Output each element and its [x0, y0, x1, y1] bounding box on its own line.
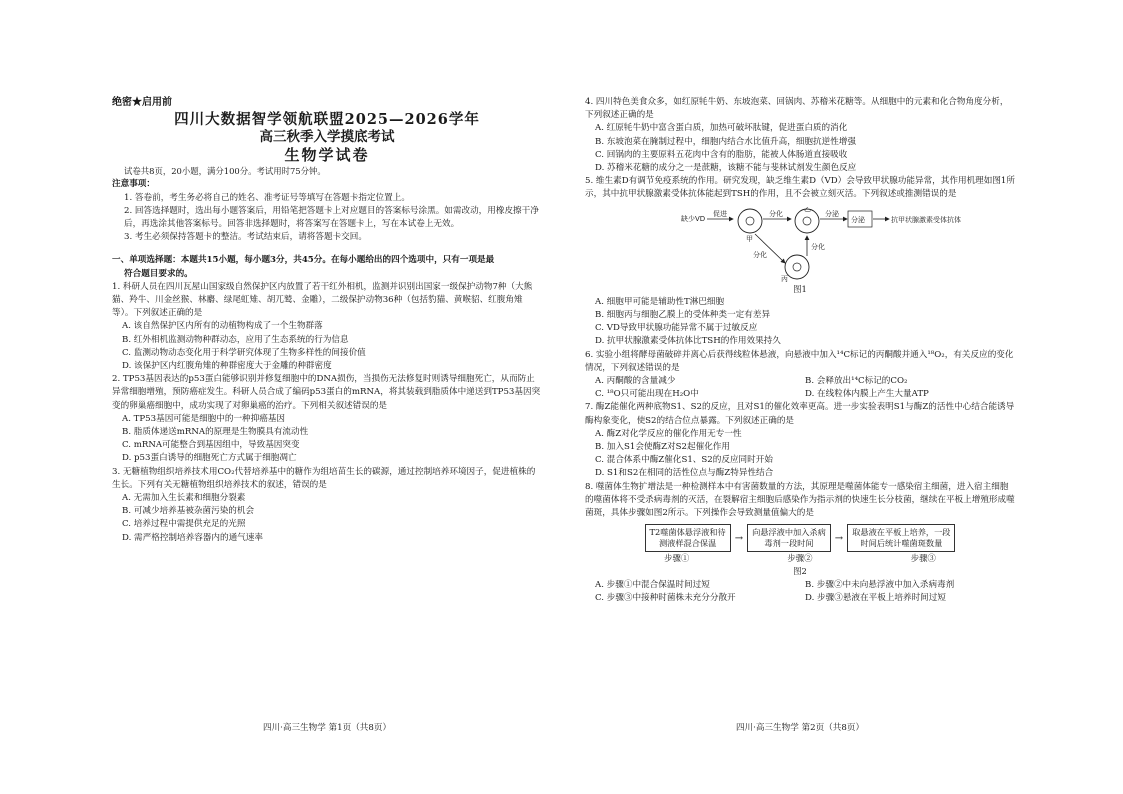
- option-a: A. 红原牦牛奶中富含蛋白质，加热可破坏肽键，促进蛋白质的消化: [595, 123, 848, 134]
- figure-2: [585, 524, 1015, 552]
- cell-yi-label: 乙: [804, 206, 811, 213]
- option-b: B. 东坡泡菜在腌制过程中，细胞内结合水比值升高，细胞抗逆性增强: [595, 136, 856, 147]
- option-c: C. 培养过程中需提供充足的光照: [122, 519, 246, 530]
- cell-yi-nucleus: [803, 217, 811, 225]
- question-stem: 5. 维生素D有调节免疫系统的作用。研究发现，缺乏维生素D（VD）会导致甲状腺功能异常，其作用机理如图1所示，其中抗甲状腺激素受体抗体能起到TSH的作用，且不会被立刻灭活。下列叙述或推测错误的是: [585, 176, 1015, 200]
- options-row: [585, 592, 1015, 605]
- step-label-3: 步骤③: [910, 553, 936, 564]
- exam-title-line1: 四川大数据智学领航联盟2025—2026学年: [174, 111, 480, 129]
- note-item: 3. 考生必须保持答题卡的整洁。考试结束后，请将答题卡交回。: [124, 232, 367, 243]
- question-stem: 2. TP53基因表达的p53蛋白能够识别并修复细胞中的DNA损伤，当损伤无法修复时则诱导细胞死亡，从而防止异常细胞增殖，预防癌症发生。科研人员合成了编码p53蛋白的mRNA，将其装载到脂质体中递送到TP53基因突变的卵巢癌细胞中，成功实现了对卵巢癌的治疗。下列相关叙述错误的是: [112, 374, 541, 411]
- act-label-2: 分化: [769, 209, 783, 218]
- figure-1: [585, 207, 1015, 283]
- option-c: C. VD导致甲状腺功能异常不属于过敏反应: [595, 323, 758, 334]
- question-stem: 1. 科研人员在四川瓦屋山国家级自然保护区内放置了若干红外相机，监测并识别出国家一级保护动物7种（大熊猫、羚牛、川金丝猴、林麝、绿尾虹雉、胡兀鹫、金雕），二级保护动物36种（包括豹猫、黄喉貂、红腹角雉等）。下列叙述正确的是: [112, 281, 533, 319]
- option-d: D. 该保护区内红腹角雉的种群密度大于金雕的种群密度: [122, 361, 332, 372]
- cell-jia-label: 甲: [746, 234, 753, 243]
- flow-arrow-icon: →: [834, 532, 844, 544]
- page-2-column: [585, 96, 1015, 605]
- option-b: B. 细胞丙与细胞乙膜上的受体种类一定有差异: [595, 310, 771, 321]
- flow-box-text: 时间后统计噬菌斑数量: [860, 538, 943, 549]
- antibody-label: 抗甲状腺激素受体抗体: [891, 215, 961, 224]
- option-a: A. 酶Z对化学反应的催化作用无专一性: [595, 428, 742, 439]
- exam-subject-title: 生物学试卷: [284, 146, 370, 165]
- flow-step-labels: [585, 552, 1015, 565]
- cell-bing-nucleus: [793, 263, 801, 271]
- option-c: C. mRNA可能整合到基因组中，导致基因突变: [122, 440, 300, 451]
- option-a: A. 细胞甲可能是辅助性T淋巴细胞: [595, 296, 725, 307]
- question-stem: 8. 噬菌体生物扩增法是一种检测样本中有害菌数量的方法，其原理是噬菌体能专一感染宿主细菌，进入宿主细胞的噬菌体将不受杀病毒剂的灭活，在裂解宿主细胞后感染作为指示剂的快速生长分枝菌，继续在平板上增殖形成噬菌斑，具体步骤如图2所示。下列操作会导致测量值偏大的是: [585, 481, 1015, 519]
- note-item: 2. 回答选择题时，选出每小题答案后，用铅笔把答题卡上对应题目的答案标号涂黑。如需改动，用橡皮擦干净后，再选涂其他答案标号。回答非选择题时，将答案写在答题卡上，写在本试卷上无效。: [124, 205, 539, 230]
- options-row: [585, 388, 1015, 401]
- option-a: A. TP53基因可能是细胞中的一种抑癌基因: [122, 413, 286, 424]
- option-b: B. 脂质体递送mRNA的原理是生物膜具有流动性: [122, 427, 309, 438]
- flow-box-text: 取悬液在平板上培养，一段: [852, 527, 951, 538]
- antibody-box-label: 分泌: [851, 215, 865, 224]
- option-c: C. 监测动物动态变化用于科学研究体现了生物多样性的间接价值: [122, 347, 366, 358]
- vd-label: 缺少VD: [681, 214, 706, 223]
- question-8: [585, 481, 1015, 605]
- figure-1-caption: 图1: [793, 283, 807, 294]
- option-a: A. 该自然保护区内所有的动植物构成了一个生物群落: [122, 321, 323, 332]
- option-b: B. 加入S1会使酶Z对S2起催化作用: [595, 442, 730, 453]
- option-d: D. 在线粒体内膜上产生大量ATP: [805, 389, 929, 400]
- page-1-column: [112, 96, 542, 545]
- question-4: [585, 96, 1015, 175]
- option-c: C. ¹⁸O只可能出现在H₂O中: [595, 389, 699, 400]
- options-row: [585, 375, 1015, 388]
- question-1: [112, 281, 542, 373]
- diff-label-b2: 分化: [811, 242, 825, 251]
- option-b: B. 步骤②中未向悬浮液中加入杀病毒剂: [805, 579, 955, 590]
- options-row: [585, 579, 1015, 592]
- section-heading-cont: 符合题目要求的。: [124, 268, 193, 279]
- flow-box-step2: [747, 524, 831, 552]
- secrete-label: 分泌: [825, 209, 839, 218]
- flow-arrow-icon: →: [734, 532, 744, 544]
- question-7: [585, 401, 1015, 480]
- diff-label-b1: 分化: [753, 250, 767, 259]
- option-a: A. 步骤①中混合保温时间过短: [595, 579, 710, 590]
- question-stem: 4. 四川特色美食众多，如红原牦牛奶、东坡泡菜、回锅肉、苏稽米花糖等。从细胞中的元素和化合物角度分析，下列叙述正确的是: [585, 97, 1009, 121]
- option-d: D. 步骤③悬液在平板上培养时间过短: [805, 592, 946, 603]
- option-d: D. S1和S2在相同的活性位点与酶Z特异性结合: [595, 468, 774, 479]
- note-item: 1. 答卷前，考生务必将自己的姓名、准考证号等填写在答题卡指定位置上。: [124, 192, 410, 203]
- question-stem: 7. 酶Z能催化两种底物S1、S2的反应，且对S1的催化效率更高。进一步实验表明S1与酶Z的活性中心结合能诱导酶构象变化，使S2的结合位点暴露。下列叙述正确的是: [585, 402, 1015, 426]
- flow-box-step3: [847, 524, 955, 552]
- flow-box-text: 向悬浮液中加入杀病: [752, 527, 826, 538]
- option-c: C. 回锅肉的主要原料五花肉中含有的脂肪，能被人体肠道直接吸收: [595, 149, 848, 160]
- act-label-1: 促进: [713, 209, 727, 218]
- option-b: B. 红外相机监测动物种群动态，应用了生态系统的行为信息: [122, 334, 349, 345]
- option-d: D. 抗甲状腺激素受体抗体比TSH的作用效果持久: [595, 336, 781, 347]
- page-1-footer: 四川·高三生物学 第1页（共8页）: [262, 723, 392, 733]
- cell-bing-label: 丙: [781, 274, 788, 283]
- step-label-2: 步骤②: [787, 553, 813, 564]
- question-stem: 6. 实验小组将酵母菌破碎并离心后获得线粒体悬液，向悬液中加入¹⁴C标记的丙酮酸并通入¹⁸O₂，有关反应的变化情况，下列叙述错误的是: [585, 349, 1014, 373]
- option-c: C. 步骤③中接种时菌株未充分分散开: [595, 592, 736, 603]
- figure-2-caption: 图2: [793, 566, 807, 577]
- figure-1-diagram: [585, 207, 1015, 283]
- notes-heading: 注意事项：: [112, 179, 155, 190]
- option-d: D. 需严格控制培养容器内的通气速率: [122, 532, 263, 543]
- option-a: A. 丙酮酸的含量减少: [595, 376, 676, 387]
- step-label-1: 步骤①: [664, 553, 690, 564]
- exam-info: 试卷共8页，20小题，满分100分。考试用时75分钟。: [124, 166, 326, 177]
- question-6: [585, 349, 1015, 402]
- question-2: [112, 373, 542, 465]
- section-heading: 一、单项选择题：本题共15小题，每小题3分，共45分。在每小题给出的四个选项中，只有一项是最: [112, 255, 495, 266]
- cell-jia-nucleus: [746, 217, 754, 225]
- option-a: A. 无需加入生长素和细胞分裂素: [122, 493, 246, 504]
- option-b: B. 可减少培养基被杂菌污染的机会: [122, 506, 255, 517]
- exam-title-line2: 高三秋季入学摸底考试: [259, 129, 395, 146]
- cell-bing-circle: [785, 255, 809, 279]
- flow-box-step1: [645, 524, 731, 552]
- cell-jia-circle: [738, 209, 762, 233]
- flow-box-text: 毒剂一段时间: [764, 538, 814, 549]
- question-3: [112, 466, 542, 545]
- question-5: [585, 175, 1015, 348]
- flow-box-text: 测液样混合保温: [658, 538, 717, 549]
- page-2-footer: 四川·高三生物学 第2页（共8页）: [735, 723, 865, 733]
- question-stem: 3. 无糖植物组织培养技术用CO₂代替培养基中的糖作为组培苗生长的碳源，通过控制培养环境因子，促进植株的生长。下列有关无糖植物组织培养技术的叙述，错误的是: [112, 466, 536, 490]
- option-d: D. p53蛋白诱导的细胞死亡方式属于细胞凋亡: [122, 453, 297, 464]
- confidential-label: 绝密★启用前: [112, 97, 172, 108]
- option-d: D. 苏稽米花糖的成分之一是蔗糖，该糖不能与斐林试剂发生颜色反应: [595, 163, 857, 174]
- option-c: C. 混合体系中酶Z催化S1、S2的反应同时开始: [595, 455, 773, 466]
- option-b: B. 会释放出¹⁴C标记的CO₂: [805, 376, 908, 387]
- flow-box-text: T2噬菌体悬浮液和待: [649, 527, 726, 538]
